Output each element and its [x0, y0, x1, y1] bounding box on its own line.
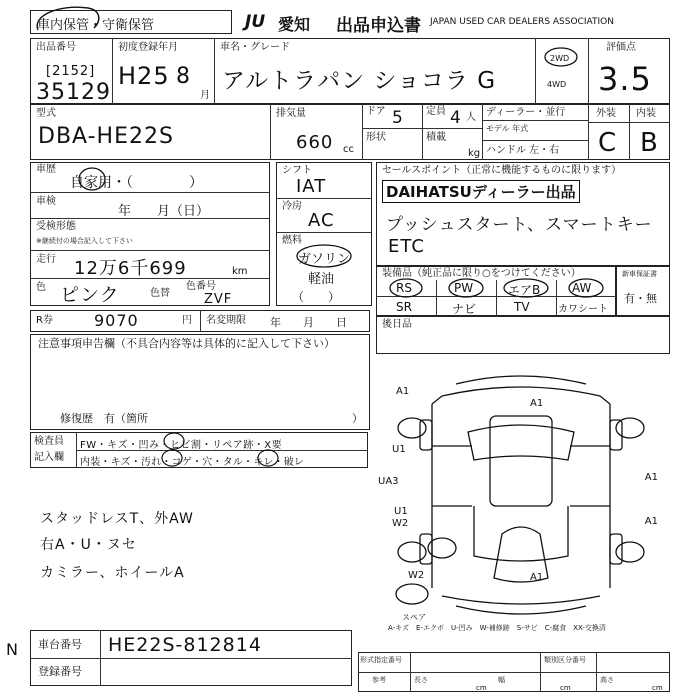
door-value: 5 [392, 108, 404, 128]
equip-sr: SR [396, 300, 412, 314]
recycle-unit: 円 [182, 315, 192, 326]
reg-month-suffix: 月 [200, 90, 210, 101]
mark-a1-right-rear: A1 [644, 516, 658, 527]
name-label: 車名・グレード [220, 42, 290, 53]
int-value: B [640, 128, 659, 158]
color-code-label: 色番号 [186, 281, 216, 292]
fuel-circle [292, 242, 354, 270]
drive-4wd: 4WD [547, 80, 567, 89]
sales-line1: プッシュスタート、スマートキー [386, 215, 653, 235]
history-label: 車歴 [36, 164, 56, 175]
lot-number: 35129 [36, 80, 111, 105]
shape-label: 形状 [366, 132, 386, 143]
mark-a1-rear: A1 [530, 572, 544, 583]
drive-2wd: 2WD [550, 54, 570, 63]
door-label: ドア [366, 106, 386, 117]
shift-value: IAT [296, 176, 327, 197]
ext-value: C [598, 128, 618, 158]
org-name: 愛知 [278, 15, 311, 34]
width-unit: cm [560, 684, 571, 692]
cap-label: 定員 [426, 106, 446, 117]
equip-tv: TV [514, 300, 530, 314]
equipment-circles [376, 276, 616, 300]
repair-label: 修復歴 有（箇所 [60, 412, 148, 425]
disp-value: 660 [296, 132, 334, 153]
car-name: アルトラパン ショコラ G [222, 68, 497, 94]
comment-line3: カミラー、ホイールA [40, 565, 185, 581]
fuel-alt: 軽油 [308, 272, 335, 287]
color-code-value: ZVF [204, 292, 233, 307]
notes-label: 注意事項申告欄（不具合内容等は具体的に記入して下さい） [38, 337, 335, 350]
mark-w2-left-rear: W2 [392, 518, 409, 529]
form-subtitle: JAPAN USED CAR DEALERS ASSOCIATION [430, 17, 614, 27]
equipment-label: 装備品（純正品に限り○をつけてください） [382, 268, 581, 279]
color-label: 色 [36, 282, 46, 293]
color-value: ピンク [60, 284, 120, 306]
sales-label: セールスポイント（正常に機能するものに限ります） [382, 165, 622, 176]
mark-a1-hood: A1 [530, 398, 544, 409]
drive-2wd-circle [541, 45, 581, 69]
warranty-label: 新車保証書 [622, 270, 657, 278]
change-label: 名変期限 [206, 315, 246, 326]
fuel-label: 燃料 [282, 235, 302, 246]
accept-label: 受検形態 [36, 221, 76, 232]
ref-label: 参考 [372, 676, 386, 684]
inspector-circles [150, 430, 290, 470]
chassis-value: HE22S-812814 [108, 634, 262, 656]
mark-u1-left-front: U1 [392, 444, 406, 455]
model-year-label: モデル 年式 [486, 124, 529, 133]
dealer-label: ディーラー・並行 [486, 107, 566, 118]
car-damage-diagram [372, 356, 670, 626]
comment-line1: スタッドレスT、外AW [40, 511, 194, 527]
type-number-label: 類別区分番号 [544, 656, 586, 664]
lot-sub: [2152] [46, 64, 96, 79]
mark-w2-rear-left: W2 [408, 570, 425, 581]
inspection-label: 車検 [36, 196, 56, 207]
mileage-unit: km [232, 266, 248, 277]
mileage-value: 12万6千699 [74, 258, 187, 279]
color-change-label: 色替 [150, 288, 170, 299]
mark-a1-front-left: A1 [396, 386, 410, 397]
spare-label: スペア [402, 613, 426, 622]
reg-era: H25 [118, 62, 170, 90]
history-value: 自家用・（ ） [70, 175, 203, 191]
change-value: 年 月 日 [270, 316, 347, 329]
storage-label: 車内保管・守衛保管 [37, 18, 155, 33]
form-title: 出品申込書 [336, 16, 421, 36]
inspector-row2: 内装・キズ・汚れ・コゲ・穴・タル・キレ・破レ [80, 457, 305, 468]
equip-aw: AW [572, 281, 592, 295]
after-frame [376, 316, 670, 354]
height-label: 高さ [600, 676, 614, 684]
equip-rs: RS [396, 281, 412, 295]
score-label: 評価点 [606, 42, 636, 53]
fuel-value: ガソリン [298, 252, 351, 267]
warranty-value: 有・無 [624, 292, 657, 305]
cap-unit: 人 [466, 112, 476, 123]
equip-seat: カワシート [558, 304, 608, 315]
history-circle [74, 165, 114, 193]
length-label: 長さ [414, 676, 428, 684]
mileage-label: 走行 [36, 254, 56, 265]
model-value: DBA-HE22S [38, 124, 174, 149]
length-unit: cm [476, 684, 487, 692]
inspector-row1: FW・キズ・凹み・ヒビ割・リペア跡・X要 [80, 440, 283, 451]
damage-legend: A-キズ E-エクボ U-凹み W-補修跡 S-サビ C-腐食 XX-交換済 [388, 624, 606, 632]
equip-navi: ナビ [452, 302, 477, 316]
mark-u1-left-rear: U1 [394, 506, 408, 517]
mark-ua3-left: UA3 [378, 476, 399, 487]
int-label: 内装 [636, 108, 656, 119]
cooling-label: 冷房 [282, 201, 302, 212]
accept-note: ※継続付の場合記入して下さい [36, 237, 133, 245]
spec-number-label: 形式指定番号 [360, 656, 402, 664]
ju-logo: JU [245, 12, 266, 32]
load-unit: kg [468, 148, 481, 159]
after-label: 後日品 [382, 319, 412, 330]
score-value: 3.5 [598, 60, 652, 98]
margin-mark: N [6, 640, 19, 659]
sales-line2: ETC [388, 236, 425, 257]
chassis-label: 車台番号 [38, 638, 82, 651]
inspector-label-2: 記入欄 [34, 452, 64, 463]
load-label: 積載 [426, 132, 446, 143]
dealer-stamp: DAIHATSUディーラー出品 [382, 180, 580, 203]
storage-circle-mark [28, 2, 108, 42]
disp-unit: cc [343, 144, 354, 155]
inspector-label-1: 検査員 [34, 436, 64, 447]
mark-a1-right: A1 [644, 472, 658, 483]
lot-label: 出品番号 [36, 42, 76, 53]
equip-airbag: エアB [508, 283, 541, 297]
repair-end: ） [352, 412, 363, 425]
recycle-value: 9070 [94, 311, 139, 330]
shift-label: シフト [282, 165, 312, 176]
reg-label: 初度登録年月 [118, 42, 178, 53]
comment-line2: 右A・U・ヌセ [40, 537, 137, 553]
reg-number-label: 登録番号 [38, 665, 82, 678]
inspection-value: 年 月（日） [118, 204, 210, 219]
height-unit: cm [652, 684, 663, 692]
model-label: 型式 [36, 108, 56, 119]
recycle-label: R券 [36, 315, 53, 326]
handle-label: ハンドル 左・右 [486, 145, 560, 156]
fuel-other: （ ） [292, 290, 341, 304]
reg-month: 8 [176, 64, 191, 89]
width-label: 幅 [498, 676, 505, 684]
ext-label: 外装 [596, 108, 616, 119]
cooling-value: AC [308, 210, 335, 231]
equip-pw: PW [454, 281, 474, 295]
disp-label: 排気量 [276, 108, 306, 119]
cap-value: 4 [450, 108, 462, 128]
